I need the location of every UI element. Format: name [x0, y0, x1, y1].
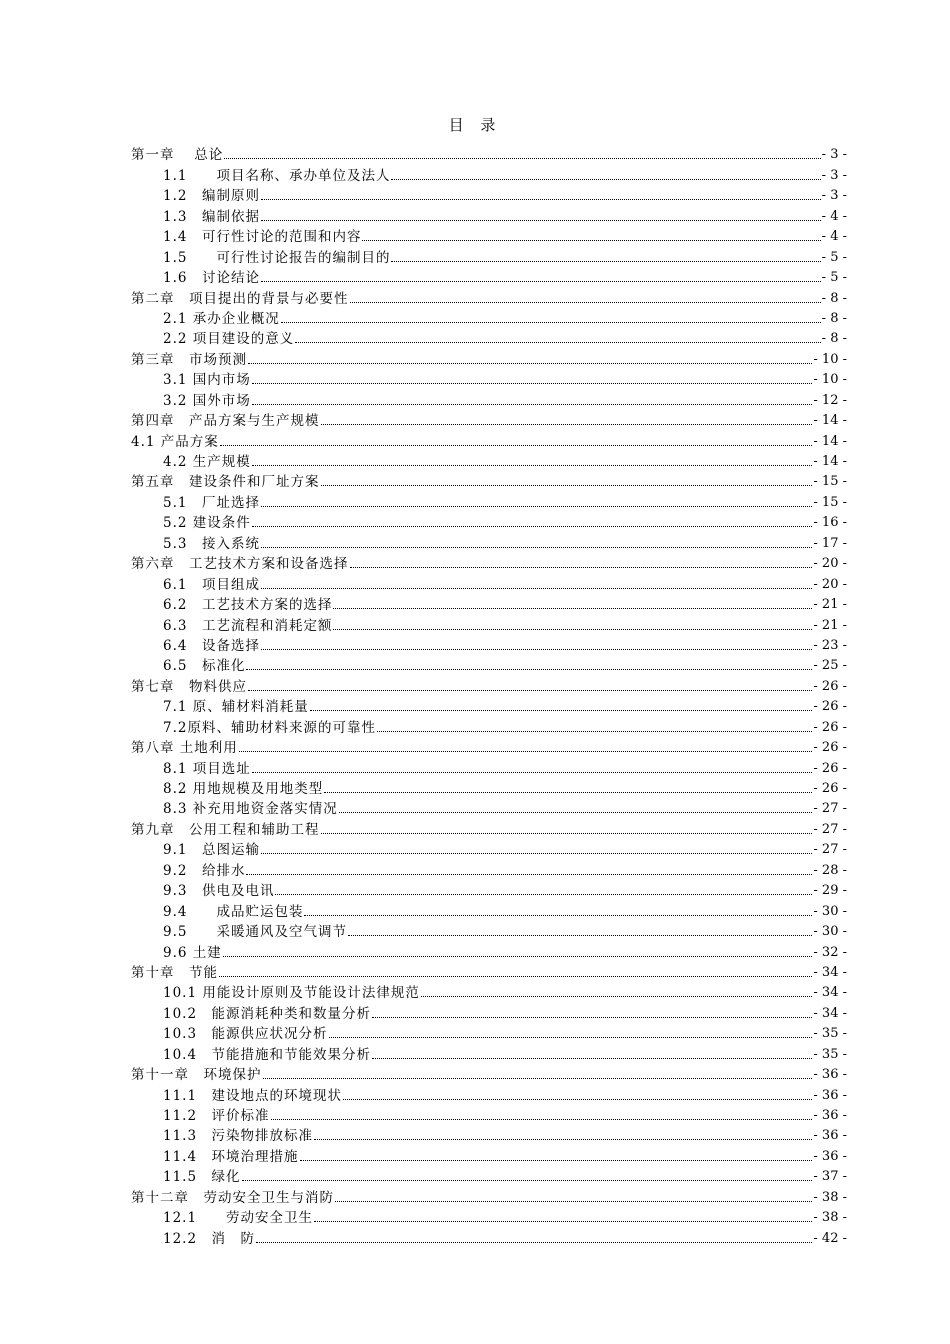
- toc-entry-page: - 38 -: [813, 1189, 847, 1205]
- toc-entry-page: - 15 -: [813, 474, 847, 490]
- toc-entry[interactable]: [131, 635, 847, 655]
- toc-entry-page: - 42 -: [813, 1230, 847, 1246]
- toc-entry-label: 8.1 项目选址: [163, 760, 251, 777]
- toc-entry[interactable]: [131, 737, 847, 757]
- toc-entry-page: - 27 -: [813, 801, 847, 817]
- toc-entry[interactable]: [131, 369, 847, 389]
- toc-entry-label: 9.3 供电及电讯: [163, 883, 275, 900]
- dot-leader: [321, 832, 813, 834]
- toc-entry-label: 10.1 用能设计原则及节能设计法律规范: [163, 985, 420, 1002]
- toc-entry-label: 第六章 工艺技术方案和设备选择: [131, 556, 349, 573]
- toc-entry-page: - 14 -: [813, 413, 847, 429]
- toc-entry-label: 6.4 设备选择: [163, 637, 260, 654]
- dot-leader: [252, 525, 813, 527]
- toc-entry-page: - 20 -: [813, 556, 847, 572]
- dot-leader: [224, 157, 820, 159]
- toc-entry-label: 第二章 项目提出的背景与必要性: [131, 290, 349, 307]
- toc-entry[interactable]: [131, 185, 847, 205]
- dot-leader: [321, 423, 813, 425]
- dot-leader: [239, 750, 813, 752]
- toc-entry[interactable]: [131, 1207, 847, 1227]
- toc-entry-page: - 34 -: [813, 964, 847, 980]
- toc-entry-page: - 14 -: [813, 433, 847, 449]
- dot-leader: [256, 1241, 812, 1243]
- toc-entry[interactable]: [131, 839, 847, 859]
- toc-entry[interactable]: [131, 594, 847, 614]
- toc-entry-label: 6.5 标准化: [163, 658, 246, 675]
- dot-leader: [275, 893, 812, 895]
- toc-entry[interactable]: [131, 144, 847, 164]
- toc-entry[interactable]: [131, 573, 847, 593]
- toc-entry-label: 第十章 节能: [131, 964, 218, 981]
- toc-entry-page: - 5 -: [821, 249, 847, 265]
- toc-entry[interactable]: [131, 471, 847, 491]
- toc-entry-label: 10.2 能源消耗种类和数量分析: [163, 1005, 372, 1022]
- toc-entry-page: - 25 -: [813, 658, 847, 674]
- toc-entry-page: - 27 -: [813, 842, 847, 858]
- dot-leader: [329, 1036, 813, 1038]
- toc-entry-page: - 16 -: [813, 515, 847, 531]
- dot-leader: [333, 607, 812, 609]
- toc-entry-label: 11.2 评价标准: [163, 1108, 270, 1124]
- toc-entry-page: - 21 -: [813, 617, 847, 633]
- toc-entry-label: 9.6 土建: [163, 944, 222, 961]
- toc-entry[interactable]: [131, 267, 847, 287]
- dot-leader: [252, 403, 813, 405]
- toc-entry[interactable]: [131, 696, 847, 716]
- toc-entry-label: 6.2 工艺技术方案的选择: [163, 597, 333, 614]
- toc-entry[interactable]: [131, 655, 847, 675]
- toc-entry-page: - 23 -: [813, 637, 847, 653]
- toc-entry-label: 12.2 消 防: [163, 1230, 256, 1247]
- toc-entry[interactable]: [131, 778, 847, 798]
- dot-leader: [300, 1159, 813, 1161]
- toc-entry[interactable]: [131, 1084, 847, 1104]
- toc-entry-label: 8.3 补充用地资金落实情况: [163, 801, 338, 818]
- dot-leader: [377, 730, 812, 732]
- toc-entry[interactable]: [131, 348, 847, 368]
- dot-leader: [271, 1118, 813, 1120]
- toc-entry-label: 第九章 公用工程和辅助工程: [131, 821, 320, 838]
- dot-leader: [248, 689, 812, 691]
- dot-leader: [324, 791, 812, 793]
- toc-entry[interactable]: [131, 1043, 847, 1063]
- dot-leader: [310, 709, 813, 711]
- toc-entry-label: 第七章 物料供应: [131, 678, 247, 695]
- dot-leader: [372, 1016, 812, 1018]
- dot-leader: [261, 280, 821, 282]
- toc-entry-label: 10.4 节能措施和节能效果分析: [163, 1046, 372, 1063]
- dot-leader: [261, 648, 812, 650]
- dot-leader: [321, 484, 813, 486]
- dot-leader: [261, 587, 812, 589]
- toc-entry-page: - 4 -: [821, 229, 847, 245]
- toc-entry-label: 4.2 生产规模: [163, 454, 251, 470]
- toc-entry-label: 1.5 可行性讨论报告的编制目的: [163, 249, 391, 266]
- toc-entry-page: - 8 -: [821, 310, 847, 326]
- toc-entry-label: 第一章 总论: [131, 147, 224, 164]
- dot-leader: [339, 811, 813, 813]
- toc-entry[interactable]: [131, 1166, 847, 1186]
- toc-entry[interactable]: [131, 430, 847, 450]
- toc-entry[interactable]: [131, 1125, 847, 1145]
- toc-entry[interactable]: [131, 675, 847, 695]
- toc-entry[interactable]: [131, 1145, 847, 1165]
- toc-entry[interactable]: [131, 246, 847, 266]
- toc-entry[interactable]: [131, 614, 847, 634]
- dot-leader: [362, 239, 820, 241]
- dot-leader: [261, 505, 812, 507]
- toc-entry-page: - 3 -: [821, 147, 847, 163]
- toc-entry-page: - 26 -: [813, 740, 847, 756]
- toc-entry-label: 1.6 讨论结论: [163, 270, 260, 287]
- toc-entry-page: - 36 -: [813, 1087, 847, 1103]
- toc-entry-page: - 15 -: [813, 494, 847, 510]
- toc-entry-label: 第十一章 环境保护: [131, 1067, 262, 1084]
- dot-leader: [372, 1057, 812, 1059]
- toc-entry-label: 7.2原料、辅助材料来源的可靠性: [163, 719, 376, 736]
- toc-entry-label: 7.1 原、辅材料消耗量: [163, 699, 309, 716]
- toc-entry-page: - 26 -: [813, 699, 847, 715]
- toc-entry-page: - 3 -: [821, 167, 847, 183]
- toc-entry-page: - 17 -: [813, 535, 847, 551]
- toc-entry-page: - 3 -: [821, 188, 847, 204]
- dot-leader: [350, 301, 821, 303]
- toc-entry[interactable]: [131, 1186, 847, 1206]
- toc-entry-page: - 10 -: [813, 372, 847, 388]
- dot-leader: [261, 546, 812, 548]
- toc-entry-label: 2.2 项目建设的意义: [163, 331, 295, 348]
- toc-entry[interactable]: [131, 982, 847, 1002]
- dot-leader: [335, 1200, 812, 1202]
- toc-entry-label: 3.2 国外市场: [163, 392, 251, 409]
- toc-entry-label: 1.2 编制原则: [163, 188, 260, 205]
- toc-entry-page: - 32 -: [813, 944, 847, 960]
- toc-entry-label: 5.1 厂址选择: [163, 494, 260, 511]
- toc-entry[interactable]: [131, 716, 847, 736]
- toc-entry[interactable]: [131, 859, 847, 879]
- dot-leader: [223, 955, 813, 957]
- toc-entry-label: 12.1 劳动安全卫生: [163, 1210, 314, 1227]
- toc-entry[interactable]: [131, 1105, 847, 1125]
- toc-entry-label: 1.4 可行性讨论的范围和内容: [163, 229, 362, 246]
- toc-entry[interactable]: [131, 410, 847, 430]
- toc-entry-label: 5.3 接入系统: [163, 535, 260, 552]
- toc-entry[interactable]: [131, 880, 847, 900]
- dot-leader: [252, 464, 813, 466]
- dot-leader: [219, 975, 812, 977]
- toc-entry-page: - 30 -: [813, 924, 847, 940]
- toc-entry-label: 2.1 承办企业概况: [163, 310, 280, 327]
- toc-entry[interactable]: [131, 512, 847, 532]
- toc-entry[interactable]: [131, 757, 847, 777]
- toc-entry-label: 11.5 绿化: [163, 1169, 241, 1186]
- toc-entry-page: - 36 -: [813, 1108, 847, 1123]
- toc-entry-page: - 37 -: [813, 1169, 847, 1185]
- toc-entry-page: - 26 -: [813, 678, 847, 694]
- toc-entry[interactable]: [131, 491, 847, 511]
- dot-leader: [333, 628, 812, 630]
- dot-leader: [246, 668, 812, 670]
- dot-leader: [261, 219, 821, 221]
- toc-entry-label: 9.4 成品贮运包装: [163, 903, 304, 920]
- dot-leader: [261, 198, 821, 200]
- toc-entry-label: 11.3 污染物排放标准: [163, 1128, 314, 1145]
- dot-leader: [252, 771, 813, 773]
- toc-entry-page: - 29 -: [813, 883, 847, 899]
- toc-entry[interactable]: [131, 921, 847, 941]
- dot-leader: [314, 1220, 812, 1222]
- toc-entry[interactable]: [131, 1227, 847, 1247]
- dot-leader: [343, 1098, 812, 1100]
- dot-leader: [421, 995, 813, 997]
- toc-entry-page: - 4 -: [821, 208, 847, 224]
- table-of-contents: [131, 144, 847, 1248]
- toc-entry-page: - 26 -: [813, 760, 847, 776]
- toc-entry-page: - 36 -: [813, 1067, 847, 1083]
- toc-entry-label: 3.1 国内市场: [163, 372, 251, 389]
- toc-entry-label: 第五章 建设条件和厂址方案: [131, 474, 320, 491]
- dot-leader: [295, 341, 820, 343]
- toc-entry-label: 第四章 产品方案与生产规模: [131, 413, 320, 430]
- toc-title: 目 录: [448, 116, 502, 134]
- toc-entry[interactable]: [131, 328, 847, 348]
- toc-entry-page: - 38 -: [813, 1210, 847, 1226]
- toc-entry[interactable]: [131, 798, 847, 818]
- toc-entry-label: 11.1 建设地点的环境现状: [163, 1087, 343, 1104]
- toc-entry-label: 10.3 能源供应状况分析: [163, 1026, 328, 1043]
- dot-leader: [314, 1138, 812, 1140]
- toc-entry-page: - 36 -: [813, 1148, 847, 1164]
- toc-entry-label: 9.5 采暖通风及空气调节: [163, 924, 347, 941]
- toc-entry[interactable]: [131, 1002, 847, 1022]
- toc-entry-page: - 21 -: [813, 597, 847, 613]
- toc-entry-label: 6.3 工艺流程和消耗定额: [163, 617, 333, 634]
- toc-entry-page: - 10 -: [813, 351, 847, 367]
- dot-leader: [242, 1179, 813, 1181]
- toc-entry-page: - 36 -: [813, 1128, 847, 1144]
- toc-entry-label: 第十二章 劳动安全卫生与消防: [131, 1189, 334, 1206]
- toc-entry-label: 1.3 编制依据: [163, 208, 260, 225]
- toc-entry-label: 第八章 土地利用: [131, 740, 238, 757]
- toc-entry-page: - 28 -: [813, 862, 847, 878]
- toc-entry-label: 第三章 市场预测: [131, 351, 247, 368]
- toc-entry[interactable]: [131, 226, 847, 246]
- toc-entry[interactable]: [131, 389, 847, 409]
- dot-leader: [248, 362, 812, 364]
- toc-entry[interactable]: [131, 1023, 847, 1043]
- toc-entry[interactable]: [131, 553, 847, 573]
- toc-entry-page: - 20 -: [813, 576, 847, 592]
- toc-entry[interactable]: [131, 818, 847, 838]
- toc-entry-label: 4.1 产品方案: [131, 433, 219, 450]
- toc-entry-page: - 30 -: [813, 903, 847, 919]
- toc-entry-label: 11.4 环境治理措施: [163, 1148, 299, 1165]
- toc-entry-label: 1.1 项目名称、承办单位及法人: [163, 167, 391, 184]
- toc-entry[interactable]: [131, 962, 847, 982]
- toc-entry[interactable]: [131, 1064, 847, 1084]
- dot-leader: [350, 566, 813, 568]
- toc-entry[interactable]: [131, 205, 847, 225]
- dot-leader: [304, 914, 812, 916]
- toc-entry-page: - 26 -: [813, 781, 847, 796]
- dot-leader: [391, 178, 820, 180]
- toc-entry-page: - 8 -: [821, 290, 847, 306]
- dot-leader: [391, 260, 820, 262]
- toc-entry-page: - 34 -: [813, 985, 847, 1001]
- toc-entry-page: - 12 -: [813, 392, 847, 408]
- toc-entry-page: - 35 -: [813, 1026, 847, 1042]
- toc-entry-page: - 8 -: [821, 331, 847, 347]
- toc-entry-page: - 35 -: [813, 1046, 847, 1062]
- toc-entry[interactable]: [131, 900, 847, 920]
- toc-entry[interactable]: [131, 287, 847, 307]
- toc-entry-label: 9.1 总图运输: [163, 842, 260, 859]
- toc-entry-label: 6.1 项目组成: [163, 576, 260, 593]
- toc-entry-page: - 14 -: [813, 454, 847, 469]
- dot-leader: [263, 1077, 813, 1079]
- dot-leader: [281, 321, 821, 323]
- toc-entry-page: - 27 -: [813, 821, 847, 837]
- toc-entry-label: 8.2 用地规模及用地类型: [163, 781, 324, 797]
- toc-entry[interactable]: [131, 164, 847, 184]
- dot-leader: [261, 852, 812, 854]
- toc-entry-page: - 5 -: [821, 270, 847, 286]
- dot-leader: [246, 873, 812, 875]
- toc-entry[interactable]: [131, 941, 847, 961]
- toc-entry-page: - 26 -: [813, 719, 847, 735]
- toc-entry[interactable]: [131, 308, 847, 328]
- dot-leader: [220, 444, 813, 446]
- toc-entry-page: - 34 -: [813, 1005, 847, 1021]
- toc-entry[interactable]: [131, 451, 847, 471]
- toc-entry[interactable]: [131, 532, 847, 552]
- toc-entry-label: 9.2 给排水: [163, 862, 246, 879]
- toc-entry-label: 5.2 建设条件: [163, 515, 251, 532]
- dot-leader: [348, 934, 812, 936]
- dot-leader: [252, 382, 813, 384]
